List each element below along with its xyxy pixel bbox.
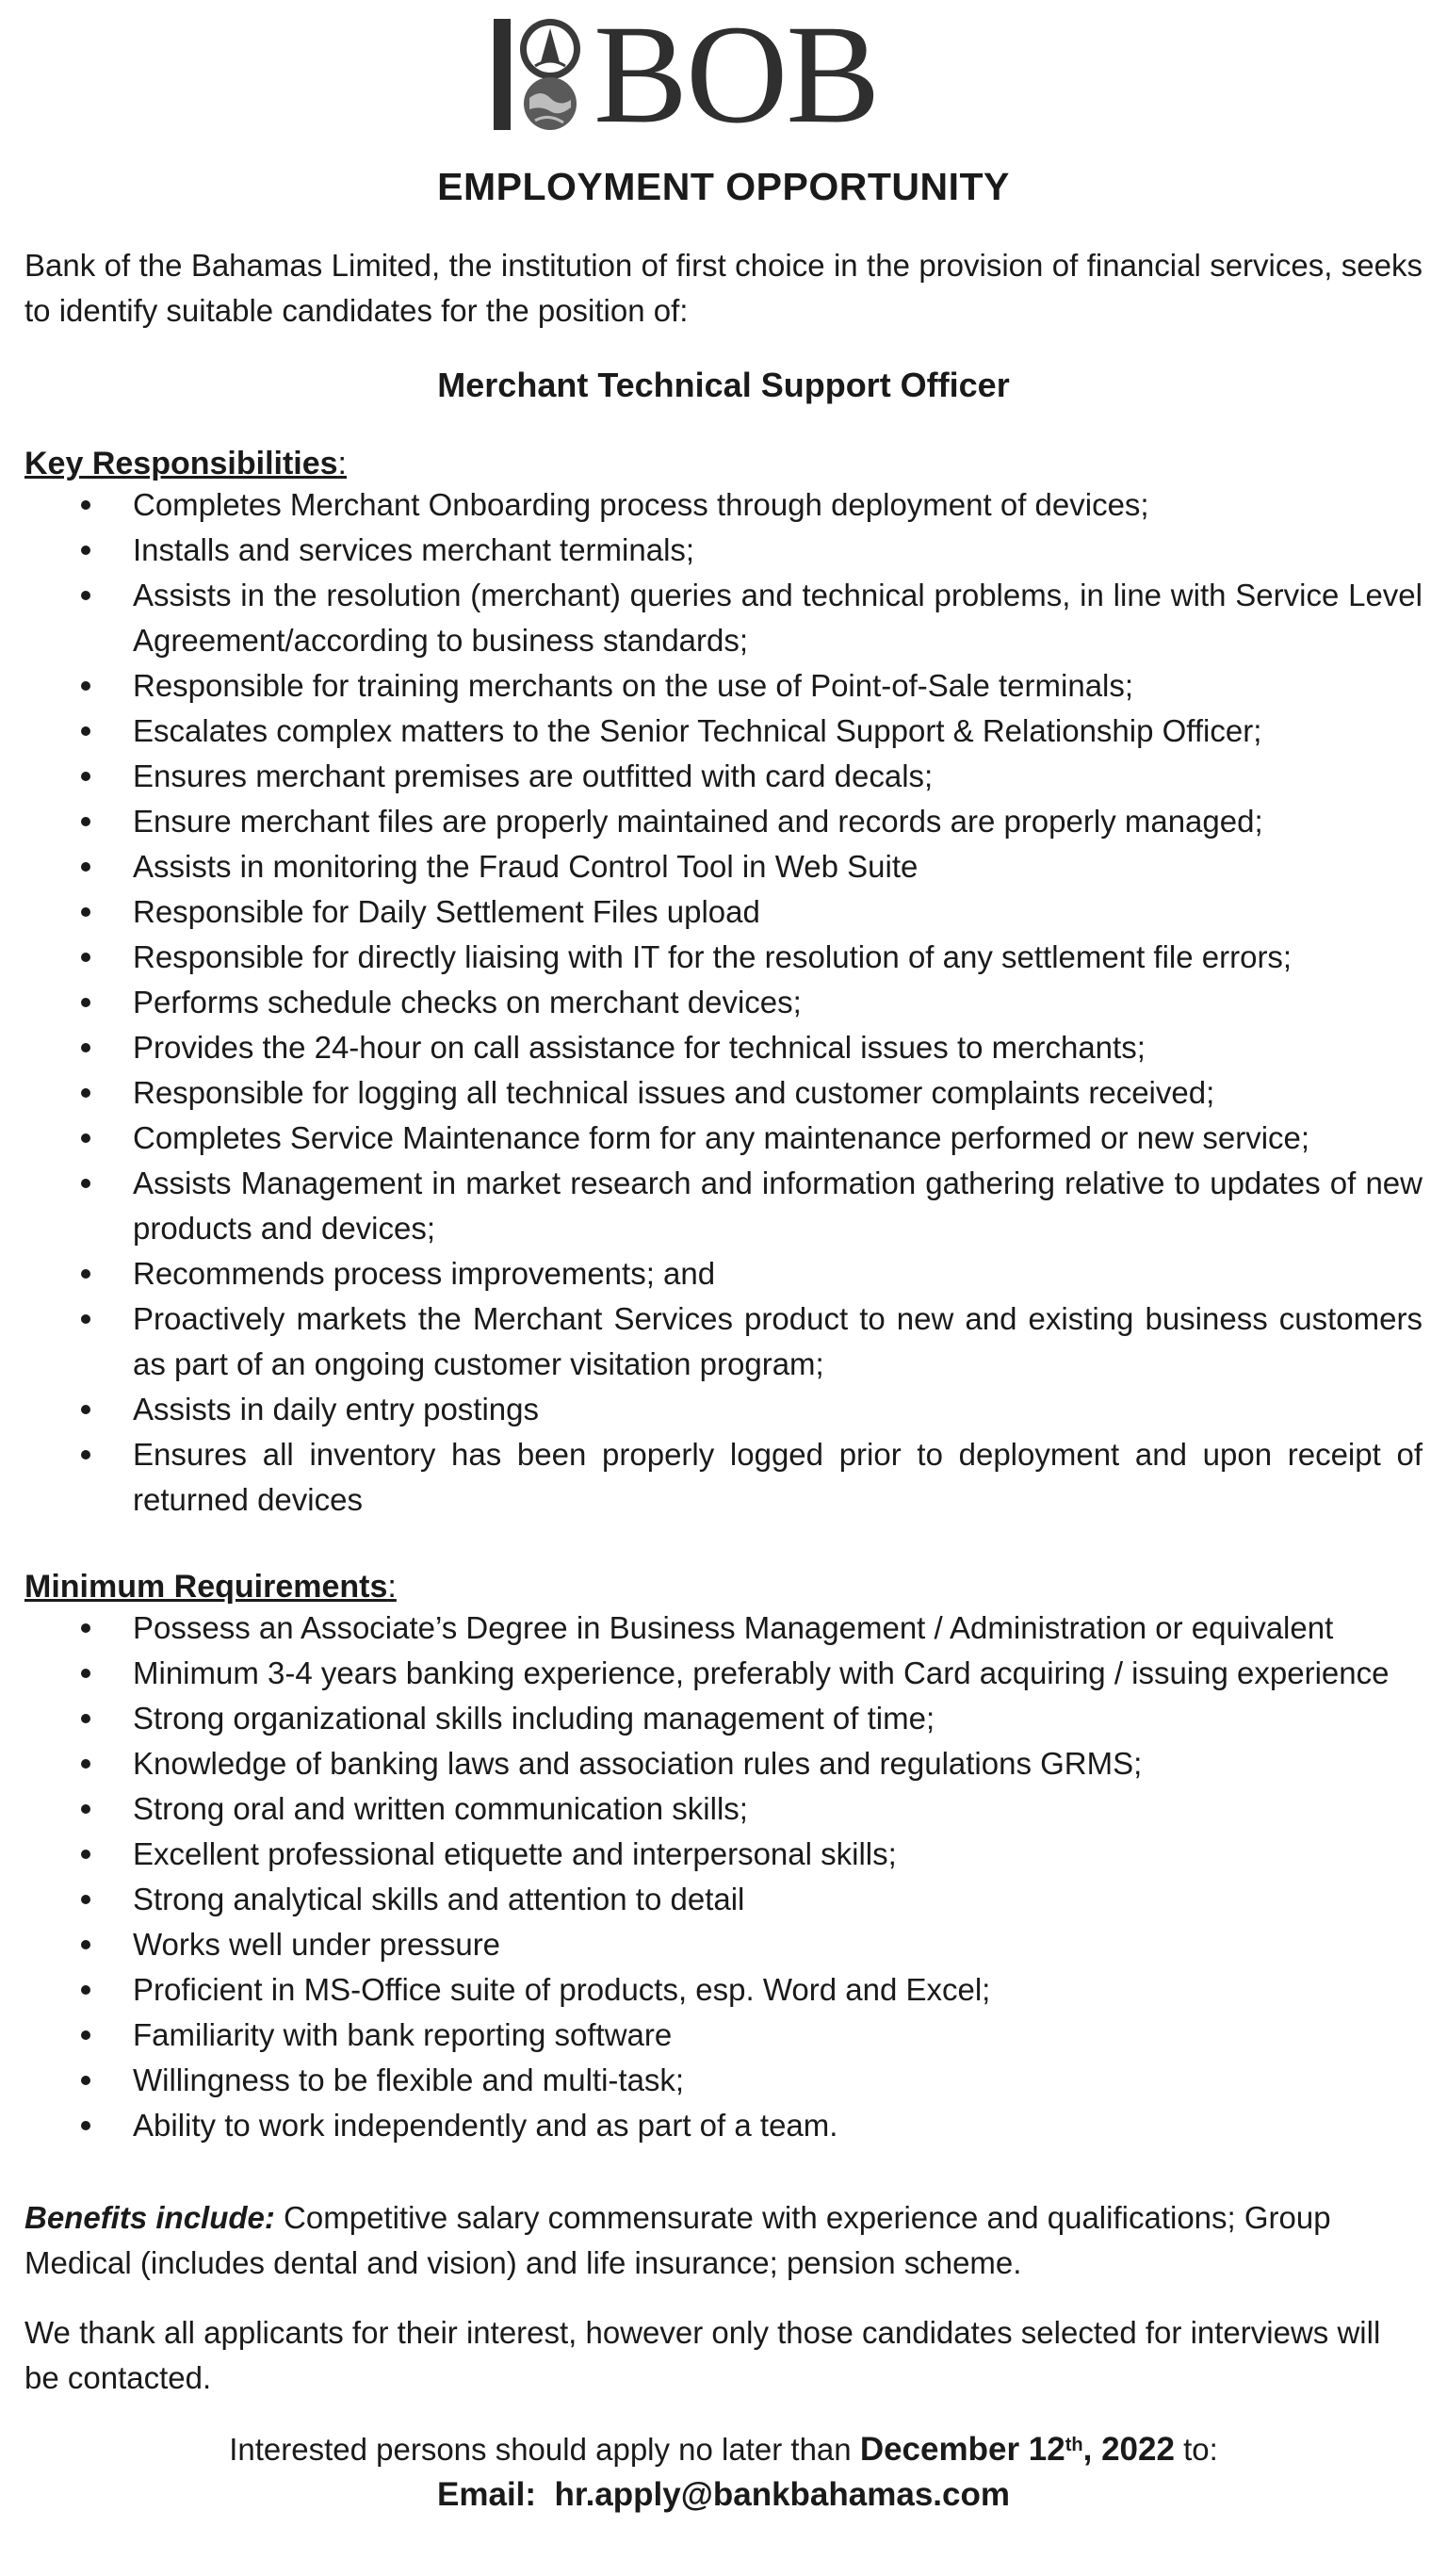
responsibility-item-text: Performs schedule checks on merchant devices; — [133, 985, 802, 1019]
requirement-item-text: Works well under pressure — [133, 1927, 501, 1962]
email-link[interactable]: hr.apply@bankbahamas.com — [554, 2476, 1010, 2513]
responsibility-item — [24, 980, 1423, 1025]
bullet-icon — [81, 1804, 90, 1814]
requirement-item — [24, 1967, 1423, 2013]
responsibility-item — [24, 754, 1423, 799]
requirement-item — [24, 2103, 1423, 2148]
bullet-icon — [81, 1133, 90, 1143]
email-label: Email: — [437, 2476, 537, 2513]
bullet-icon — [81, 998, 90, 1007]
bank-seal-globe-icon — [488, 13, 592, 136]
responsibility-item — [24, 528, 1423, 573]
bullet-icon — [81, 681, 90, 691]
responsibilities-heading-text: Key Responsibilities — [24, 446, 338, 481]
requirements-heading-text: Minimum Requirements — [24, 1569, 388, 1605]
requirements-heading — [24, 1564, 397, 1609]
responsibility-item-text: Responsible for directly liaising with IT for the resolution of any settlement file errors; — [133, 939, 1293, 974]
responsibility-item — [24, 1070, 1423, 1116]
responsibility-item-text: Assists in the resolution (merchant) queries and technical problems, in line with Service Level Agreement/according to business standards; — [133, 578, 1423, 658]
apply-deadline — [0, 2427, 1447, 2472]
page-title: EMPLOYMENT OPPORTUNITY — [437, 165, 1010, 208]
responsibility-item — [24, 889, 1423, 935]
responsibility-item — [24, 1025, 1423, 1070]
position-title: Merchant Technical Support Officer — [437, 366, 1010, 404]
bullet-icon — [81, 546, 90, 555]
bullet-icon — [81, 591, 90, 600]
bullet-icon — [81, 953, 90, 962]
bullet-icon — [81, 1088, 90, 1098]
requirement-item-text: Strong oral and written communication skills; — [133, 1791, 748, 1826]
bullet-icon — [81, 1405, 90, 1414]
responsibility-item-text: Assists in daily entry postings — [133, 1392, 540, 1427]
responsibility-item-text: Completes Merchant Onboarding process through deployment of devices; — [133, 487, 1149, 522]
responsibility-item — [24, 482, 1423, 528]
apply-prefix: Interested persons should apply no later than — [229, 2432, 860, 2467]
requirement-item-text: Strong organizational skills including management of time; — [133, 1701, 935, 1736]
bullet-icon — [81, 817, 90, 826]
bullet-icon — [81, 772, 90, 781]
requirement-item — [24, 1786, 1423, 1832]
bullet-icon — [81, 1940, 90, 1949]
bullet-icon — [81, 1850, 90, 1859]
responsibility-item-text: Escalates complex matters to the Senior Technical Support & Relationship Officer; — [133, 713, 1262, 748]
apply-suffix: to: — [1174, 2432, 1218, 2467]
bullet-icon — [81, 2030, 90, 2040]
bullet-icon — [81, 1043, 90, 1052]
bob-logo — [488, 0, 921, 153]
requirement-item-text: Minimum 3-4 years banking experience, preferably with Card acquiring / issuing experience — [133, 1655, 1390, 1690]
requirement-item — [24, 1922, 1423, 1967]
bullet-icon — [81, 2121, 90, 2130]
requirement-item — [24, 1651, 1423, 1696]
responsibility-item-text: Proactively markets the Merchant Services product to new and existing business customers as part of an ongoing customer visitation program; — [133, 1301, 1423, 1381]
email-line — [0, 2472, 1447, 2518]
responsibility-item-text: Provides the 24-hour on call assistance for technical issues to merchants; — [133, 1030, 1146, 1065]
responsibility-item-text: Assists Management in market research and information gathering relative to updates of new products and devices; — [133, 1166, 1423, 1246]
responsibility-item — [24, 1251, 1423, 1296]
requirement-item-text: Willingness to be flexible and multi-task; — [133, 2062, 685, 2097]
benefits-paragraph — [24, 2195, 1423, 2286]
requirements-heading-colon: : — [387, 1569, 397, 1605]
bullet-icon — [81, 1895, 90, 1904]
apply-date — [860, 2431, 1175, 2468]
responsibility-item-text: Responsible for logging all technical issues and customer complaints received; — [133, 1075, 1215, 1110]
responsibility-item-text: Responsible for training merchants on the use of Point-of-Sale terminals; — [133, 668, 1134, 703]
bullet-icon — [81, 1669, 90, 1678]
requirement-item-text: Excellent professional etiquette and interpersonal skills; — [133, 1836, 897, 1871]
responsibility-item — [24, 799, 1423, 844]
responsibility-item — [24, 1161, 1423, 1251]
intro-paragraph: Bank of the Bahamas Limited, the institution of first choice in the provision of financial services, seeks to identify suitable candidates for the position of: — [24, 248, 1423, 328]
responsibility-item-text: Responsible for Daily Settlement Files upload — [133, 894, 760, 929]
requirement-item — [24, 1877, 1423, 1922]
responsibility-item — [24, 709, 1423, 754]
responsibilities-heading-colon: : — [337, 446, 347, 481]
responsibility-item — [24, 1432, 1423, 1523]
responsibility-item-text: Recommends process improvements; and — [133, 1256, 716, 1291]
bullet-icon — [81, 1179, 90, 1188]
responsibility-item — [24, 573, 1423, 663]
thanks-paragraph: We thank all applicants for their interest, however only those candidates selected for interviews will be contacted. — [24, 2315, 1381, 2395]
apply-date-year: , 2022 — [1082, 2431, 1175, 2468]
bullet-icon — [81, 1759, 90, 1769]
bullet-icon — [81, 1985, 90, 1995]
requirement-item — [24, 1741, 1423, 1786]
responsibility-item — [24, 935, 1423, 980]
bullet-icon — [81, 1269, 90, 1279]
benefits-text: Competitive salary commensurate with experience and qualifications; Group Medical (includes dental and vision) and life insurance; pension scheme. — [24, 2200, 1331, 2280]
responsibilities-heading — [24, 441, 347, 486]
bullet-icon — [81, 500, 90, 510]
bullet-icon — [81, 862, 90, 872]
bullet-icon — [81, 2076, 90, 2085]
bullet-icon — [81, 1450, 90, 1459]
apply-date-suffix: th — [1065, 2435, 1083, 2455]
requirement-item-text: Familiarity with bank reporting software — [133, 2017, 673, 2052]
responsibility-item-text: Assists in monitoring the Fraud Control Tool in Web Suite — [133, 849, 919, 884]
requirement-item — [24, 2013, 1423, 2058]
responsibility-item — [24, 1387, 1423, 1432]
requirement-item-text: Strong analytical skills and attention to detail — [133, 1882, 745, 1916]
responsibility-item — [24, 1116, 1423, 1161]
requirements-list — [24, 1606, 1423, 2148]
responsibilities-list — [24, 482, 1423, 1523]
apply-date-day: December 12 — [859, 2431, 1065, 2468]
responsibility-item — [24, 844, 1423, 889]
responsibility-item — [24, 1296, 1423, 1387]
responsibility-item-text: Completes Service Maintenance form for any maintenance performed or new service; — [133, 1120, 1310, 1155]
requirement-item — [24, 1606, 1423, 1651]
requirement-item-text: Knowledge of banking laws and association rules and regulations GRMS; — [133, 1746, 1143, 1781]
responsibility-item-text: Ensures all inventory has been properly logged prior to deployment and upon receipt of returned devices — [133, 1437, 1423, 1517]
requirement-item-text: Possess an Associate’s Degree in Business Management / Administration or equivalent — [133, 1610, 1334, 1645]
requirement-item-text: Ability to work independently and as part of a team. — [133, 2108, 838, 2143]
benefits-lead: Benefits include: — [24, 2200, 275, 2235]
responsibility-item-text: Ensure merchant files are properly maintained and records are properly managed; — [133, 804, 1263, 839]
bullet-icon — [81, 1314, 90, 1324]
responsibility-item — [24, 663, 1423, 709]
bullet-icon — [81, 907, 90, 917]
bullet-icon — [81, 726, 90, 736]
responsibility-item-text: Installs and services merchant terminals; — [133, 532, 695, 567]
responsibility-item-text: Ensures merchant premises are outfitted with card decals; — [133, 758, 934, 793]
requirement-item — [24, 2058, 1423, 2103]
bullet-icon — [81, 1623, 90, 1633]
bullet-icon — [81, 1714, 90, 1723]
logo-wordmark: BOB — [593, 0, 879, 153]
requirement-item — [24, 1832, 1423, 1877]
requirement-item — [24, 1696, 1423, 1741]
requirement-item-text: Proficient in MS-Office suite of products, esp. Word and Excel; — [133, 1972, 991, 2007]
